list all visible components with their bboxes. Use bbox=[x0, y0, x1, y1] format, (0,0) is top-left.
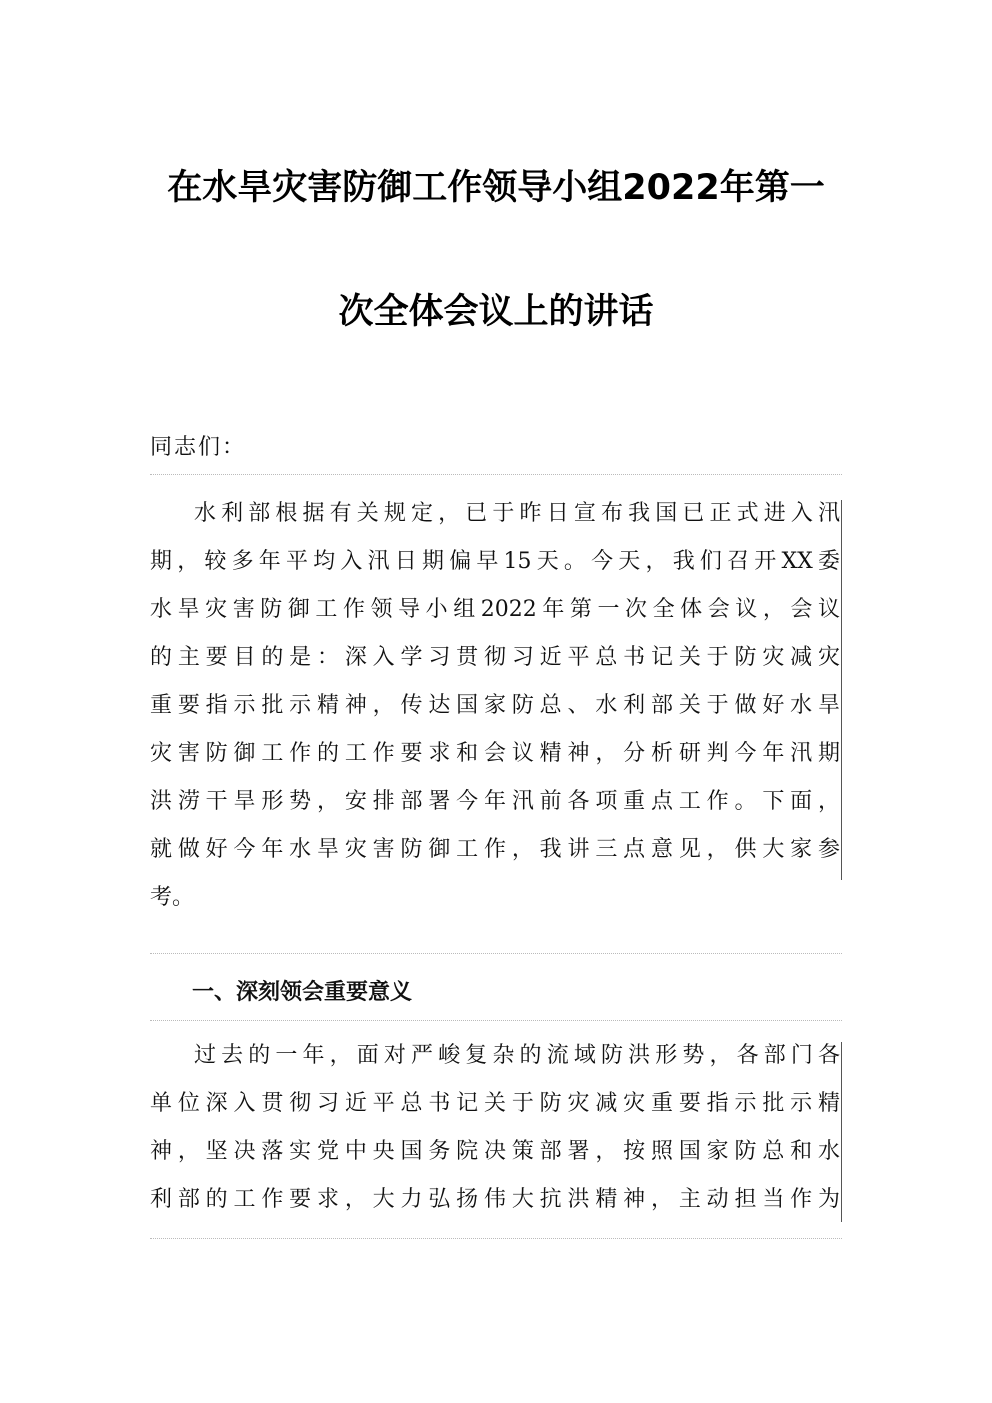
paragraph-line: 过去的一年，面对严峻复杂的流域防洪形势，各部门各 bbox=[194, 1043, 840, 1068]
paragraph-divider bbox=[150, 953, 842, 954]
text-edge-marker bbox=[841, 1042, 842, 1222]
paragraph-line: 神，坚决落实党中央国务院决策部署，按照国家防总和水 bbox=[150, 1139, 840, 1164]
paragraph-line: 洪涝干旱形势，安排部署今年汛前各项重点工作。下面， bbox=[150, 789, 840, 814]
document-title-line-1: 在水旱灾害防御工作领导小组2022年第一 bbox=[167, 168, 825, 208]
paragraph-line: 期，较多年平均入汛日期偏早15天。今天，我们召开XX委 bbox=[150, 549, 840, 574]
paragraph-line: 利部的工作要求，大力弘扬伟大抗洪精神，主动担当作为 bbox=[150, 1187, 840, 1212]
paragraph-line: 就做好今年水旱灾害防御工作，我讲三点意见，供大家参 bbox=[150, 837, 840, 862]
document-title-line-2: 次全体会议上的讲话 bbox=[338, 292, 654, 332]
paragraph-line: 单位深入贯彻习近平总书记关于防灾减灾重要指示批示精 bbox=[150, 1091, 840, 1116]
section-heading: 一、深刻领会重要意义 bbox=[192, 980, 413, 1005]
paragraph-line: 水利部根据有关规定，已于昨日宣布我国已正式进入汛 bbox=[194, 501, 840, 526]
paragraph-divider bbox=[150, 474, 842, 475]
paragraph-divider bbox=[150, 1020, 842, 1021]
paragraph-line: 的主要目的是：深入学习贯彻习近平总书记关于防灾减灾 bbox=[150, 645, 840, 670]
paragraph-line: 水旱灾害防御工作领导小组2022年第一次全体会议，会议 bbox=[150, 597, 840, 622]
paragraph-line: 考。 bbox=[150, 885, 195, 910]
paragraph-line: 重要指示批示精神，传达国家防总、水利部关于做好水旱 bbox=[150, 693, 840, 718]
salutation: 同志们： bbox=[150, 435, 247, 460]
paragraph-divider bbox=[150, 1238, 842, 1239]
text-edge-marker bbox=[841, 500, 842, 880]
paragraph-1 bbox=[150, 490, 842, 950]
paragraph-line: 灾害防御工作的工作要求和会议精神，分析研判今年汛期 bbox=[150, 741, 840, 766]
paragraph-2 bbox=[150, 1032, 842, 1232]
